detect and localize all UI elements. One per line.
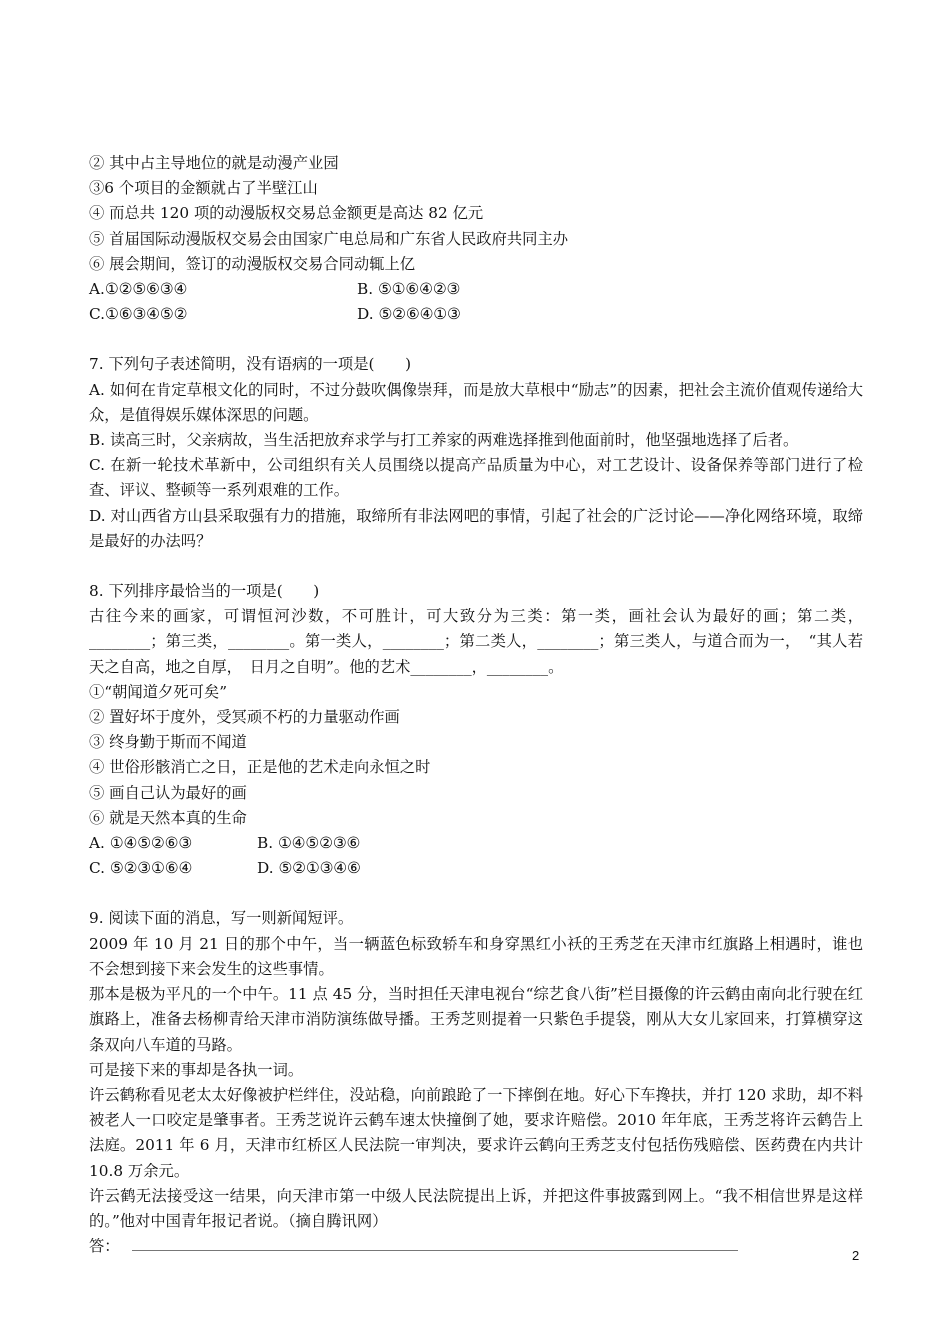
q8-item: ② 置好坏于度外，受冥顽不朽的力量驱动作画 [89, 708, 400, 727]
q7-option-b: B. 读高三时，父亲病故，当生活把放弃求学与打工养家的两难选择推到他面前时，他坚强地选择了后者。 [89, 431, 799, 450]
answer-line[interactable] [132, 1236, 738, 1251]
document-body [89, 151, 863, 1259]
q6-option-b: B. ⑤①⑥④②③ [357, 280, 461, 299]
q6-option-a: A.①②⑤⑥③④ [89, 280, 188, 299]
q9-paragraph: 可是接下来的事却是各执一词。 [89, 1060, 304, 1079]
q8-passage: 古往今来的画家，可谓恒河沙数，不可胜计，可大致分为三类：第一类，画社会认为最好的画；第二类，________；第三类，________。第一类人，________；第二类人，________；第三类人，与道合而为一， “其人若天之自高，地之自厚， 日月之自明”。他的艺术________，________。 [89, 607, 863, 676]
q8-item: ④ 世俗形骸消亡之日，正是他的艺术走向永恒之时 [89, 758, 431, 777]
q6-options-row [89, 302, 863, 327]
q8-options-row [89, 856, 863, 881]
q9-stem: 9. 阅读下面的消息，写一则新闻短评。 [89, 909, 354, 928]
q6-line: ⑤ 首届国际动漫版权交易会由国家广电总局和广东省人民政府共同主办 [89, 229, 569, 248]
q7-stem: 7. 下列句子表述简明，没有语病的一项是( ) [89, 355, 412, 374]
q8-item: ⑤ 画自己认为最好的画 [89, 783, 247, 802]
page-number: 2 [852, 1248, 860, 1263]
q9-answer [89, 1234, 863, 1259]
answer-label: 答： [89, 1237, 120, 1256]
q6-line: ③6 个项目的金额就占了半壁江山 [89, 179, 318, 198]
q9-paragraph: 许云鹤无法接受这一结果，向天津市第一中级人民法院提出上诉，并把这件事披露到网上。“我不相信世界是这样的。”他对中国青年报记者说。（摘自腾讯网） [89, 1186, 863, 1230]
q7-option-c: C. 在新一轮技术革新中，公司组织有关人员围绕以提高产品质量为中心，对工艺设计、设备保养等部门进行了检查、评议、整顿等一系列艰难的工作。 [89, 456, 863, 500]
q8-option-b: B. ①④⑤②③⑥ [257, 834, 361, 853]
q6-line: ④ 而总共 120 项的动漫版权交易总金额更是高达 82 亿元 [89, 204, 484, 223]
q9-paragraph: 许云鹤称看见老太太好像被护栏绊住，没站稳，向前踉跄了一下摔倒在地。好心下车搀扶，并打 120 求助，却不料被老人一口咬定是肇事者。王秀芝说许云鹤车速太快撞倒了她，要求许赔偿。2010 年年底，王秀芝将许云鹤告上法庭。2011 年 6 月，天津市红桥区人民法院一审判决，要求许云鹤向王秀芝支付包括伤残赔偿、医药费在内共计 10.8 万余元。 [89, 1085, 863, 1180]
q8-option-d: D. ⑤②①③④⑥ [257, 859, 361, 878]
q6-option-d: D. ⑤②⑥④①③ [357, 305, 461, 324]
q7-option-a: A. 如何在肯定草根文化的同时，不过分鼓吹偶像崇拜，而是放大草根中“励志”的因素，把社会主流价值观传递给大众，是值得娱乐媒体深思的问题。 [89, 380, 863, 424]
q6-line: ⑥ 展会期间，签订的动漫版权交易合同动辄上亿 [89, 254, 416, 273]
q8-item: ①“朝闻道夕死可矣” [89, 682, 228, 701]
q9-paragraph: 2009 年 10 月 21 日的那个中午，当一辆蓝色标致轿车和身穿黑红小袄的王秀芝在天津市红旗路上相遇时，谁也不会想到接下来会发生的这些事情。 [89, 934, 863, 978]
q8-option-c: C. ⑤②③①⑥④ [89, 859, 193, 878]
q9-paragraph: 那本是极为平凡的一个中午。11 点 45 分，当时担任天津电视台“综艺食八街”栏目摄像的许云鹤由南向北行驶在红旗路上，准备去杨柳青给天津市消防演练做导播。王秀芝则提着一只紫色手提袋，刚从大女儿家回来，打算横穿这条双向八车道的马路。 [89, 985, 863, 1054]
q7-option-d: D. 对山西省方山县采取强有力的措施，取缔所有非法网吧的事情，引起了社会的广泛讨论——净化网络环境，取缔是最好的办法吗？ [89, 506, 863, 550]
q8-option-a: A. ①④⑤②⑥③ [89, 834, 193, 853]
q6-options-row [89, 277, 863, 302]
q8-options-row [89, 831, 863, 856]
q6-option-c: C.①⑥③④⑤② [89, 305, 188, 324]
q8-item: ③ 终身勤于斯而不闻道 [89, 733, 247, 752]
q6-line: ② 其中占主导地位的就是动漫产业园 [89, 154, 339, 172]
q8-stem: 8. 下列排序最恰当的一项是( ) [89, 582, 320, 601]
q8-item: ⑥ 就是天然本真的生命 [89, 808, 247, 827]
